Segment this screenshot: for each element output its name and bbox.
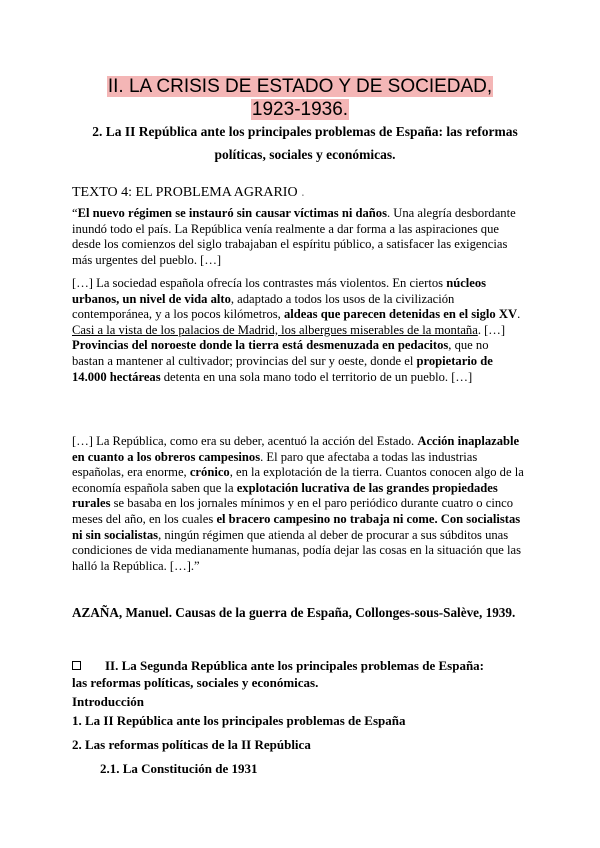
section-title-line-2: 1923-1936. [251, 99, 349, 120]
quote-paragraph-1: “El nuevo régimen se instauró sin causar víctimas ni daños. Una alegría desbordante inundó todo el país. La República venía realmente a dar forma a las aspiraciones que desde los comienzos del siglo trabajaban el espíritu público, a satisfacer las exigencias más urgentes del pueblo. […] [72, 206, 516, 267]
citation: AZAÑA, Manuel. Causas de la guerra de España, Collonges-sous-Salève, 1939. [72, 605, 516, 620]
section-title-line-1: II. LA CRISIS DE ESTADO Y DE SOCIEDAD, [107, 76, 493, 97]
text-heading: TEXTO 4: EL PROBLEMA AGRARIO . [72, 185, 305, 200]
outline-item-2-1: 2.1. La Constitución de 1931 [100, 761, 258, 776]
outline-introduction: Introducción [72, 694, 144, 709]
outline-item-2: 2. Las reformas políticas de la II República [72, 737, 311, 752]
checkbox-bullet-icon [72, 661, 81, 670]
subsection-title: 2. La II República ante los principales problemas de España: las reformas políticas, sociales y económicas. [92, 124, 518, 162]
outline-heading: II. La Segunda República ante los principales problemas de España: las reformas políticas, sociales y económicas. [72, 658, 484, 690]
quote-paragraph-3: […] La República, como era su deber, acentuó la acción del Estado. Acción inaplazable en cuanto a los obreros campesinos. El paro que afectaba a todas las industrias españolas, era enorme, crónico, en la explotación de la tierra. Cuantos conocen algo de la economía española saben que la explotación lucrativa de las grandes propiedades rurales se basaba en los jornales mínimos y en el paro periódico durante cuatro o cinco meses del año, en los cuales el bracero campesino no trabaja ni come. Con socialistas ni sin socialistas, ningún régimen que atienda al deber de procurar a sus súbditos unas condiciones de vida medianamente humanas, podía dejar las cosas en la situación que las halló la República. […].” [72, 434, 524, 573]
quote-paragraph-2: […] La sociedad española ofrecía los contrastes más violentos. En ciertos núcleos urbanos, un nivel de vida alto, adaptado a todos los usos de la civilización contemporánea, y a los pocos kilómetros, aldeas que parecen detenidas en el siglo XV. Casi a la vista de los palacios de Madrid, los albergues miserables de la montaña. […] Provincias del noroeste donde la tierra está desmenuzada en pedacitos, que no bastan a mantener al cultivador; provincias del sur y oeste, donde el propietario de 14.000 hectáreas detenta en una sola mano todo el territorio de un pueblo. […] [72, 276, 521, 384]
outline-item-1: 1. La II República ante los principales problemas de España [72, 713, 406, 728]
